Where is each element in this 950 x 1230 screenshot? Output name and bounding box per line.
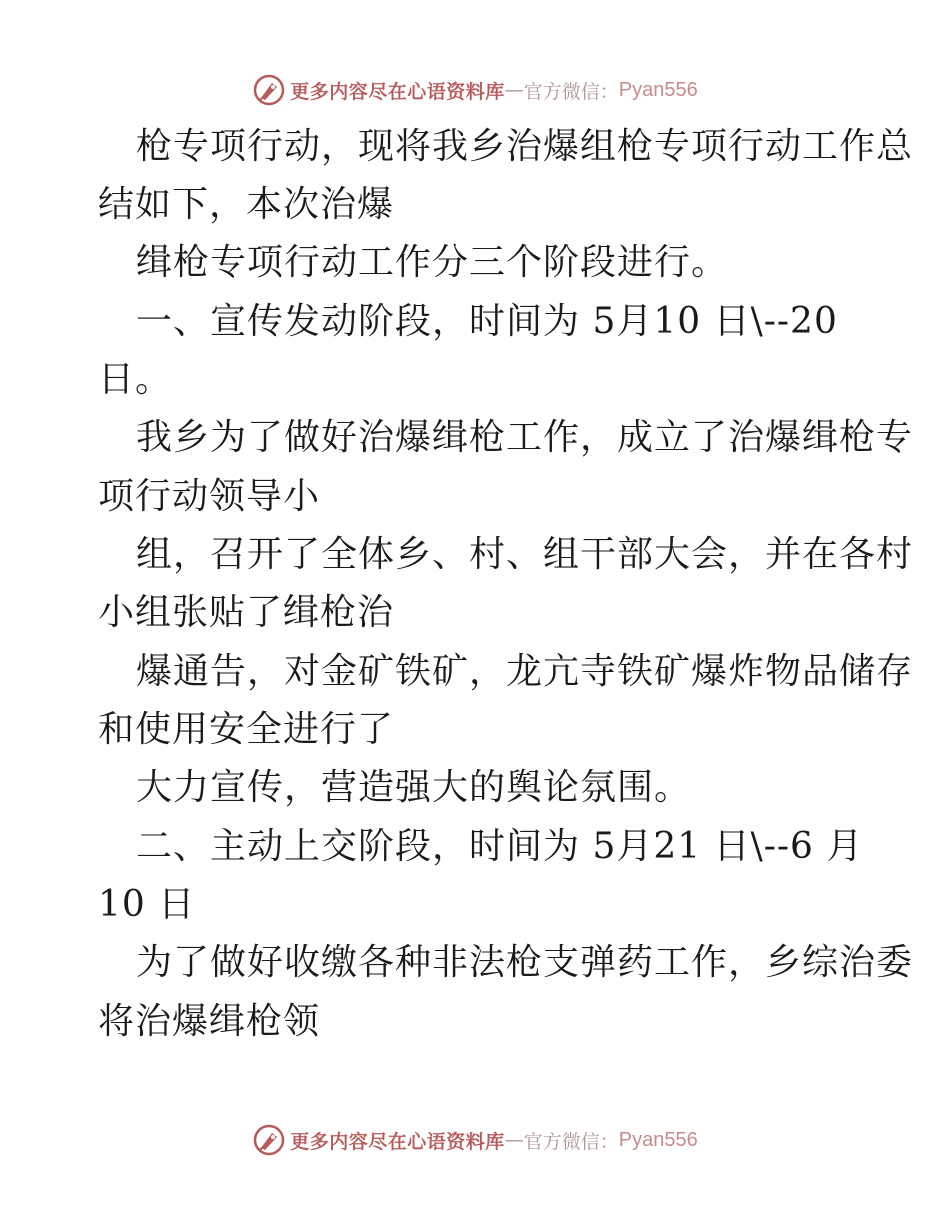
text-line: 一、宣传发动阶段，时间为 5月10 日\--20 <box>136 301 838 342</box>
footer-watermark-banner <box>0 1120 950 1160</box>
banner-wechat-label: 官方微信： <box>523 1130 619 1153</box>
text-line: 和使用安全进行了 <box>98 709 395 750</box>
text-line: 缉枪专项行动工作分三个阶段进行。 <box>136 242 729 283</box>
banner-dash: — <box>504 1129 524 1151</box>
banner-wechat-id: Pyan556 <box>618 1128 698 1151</box>
text-line: 项行动领导小 <box>98 476 321 517</box>
banner-wechat-label: 官方微信： <box>523 80 619 103</box>
header-watermark-banner <box>0 70 950 110</box>
text-line: 枪专项行动，现将我乡治爆组枪专项行动工作总 <box>136 126 914 167</box>
banner-dash: — <box>504 79 524 101</box>
text-line: 二、主动上交阶段，时间为 5月21 日\--6 月 <box>136 826 864 867</box>
banner-site-text: 更多内容尽在心语资料库 <box>290 1130 505 1153</box>
text-line: 10 日 <box>98 884 196 925</box>
text-line: 小组张贴了缉枪治 <box>98 592 395 633</box>
text-line: 将治爆缉枪领 <box>98 1001 321 1042</box>
text-line: 爆通告，对金矿铁矿，龙亢寺铁矿爆炸物品储存 <box>136 651 914 692</box>
pen-nib-logo-icon <box>252 73 286 107</box>
text-line: 日。 <box>98 359 173 400</box>
text-line: 为了做好收缴各种非法枪支弹药工作，乡综治委 <box>136 942 914 983</box>
pen-nib-logo-icon <box>252 1123 286 1157</box>
banner-wechat-id: Pyan556 <box>618 78 698 101</box>
text-line: 我乡为了做好治爆缉枪工作，成立了治爆缉枪专 <box>136 417 914 458</box>
text-line: 大力宣传，营造强大的舆论氛围。 <box>136 767 692 808</box>
text-line: 组，召开了全体乡、村、组干部大会，并在各村 <box>136 534 914 575</box>
text-line: 结如下，本次治爆 <box>98 184 395 225</box>
banner-site-text: 更多内容尽在心语资料库 <box>290 80 505 103</box>
